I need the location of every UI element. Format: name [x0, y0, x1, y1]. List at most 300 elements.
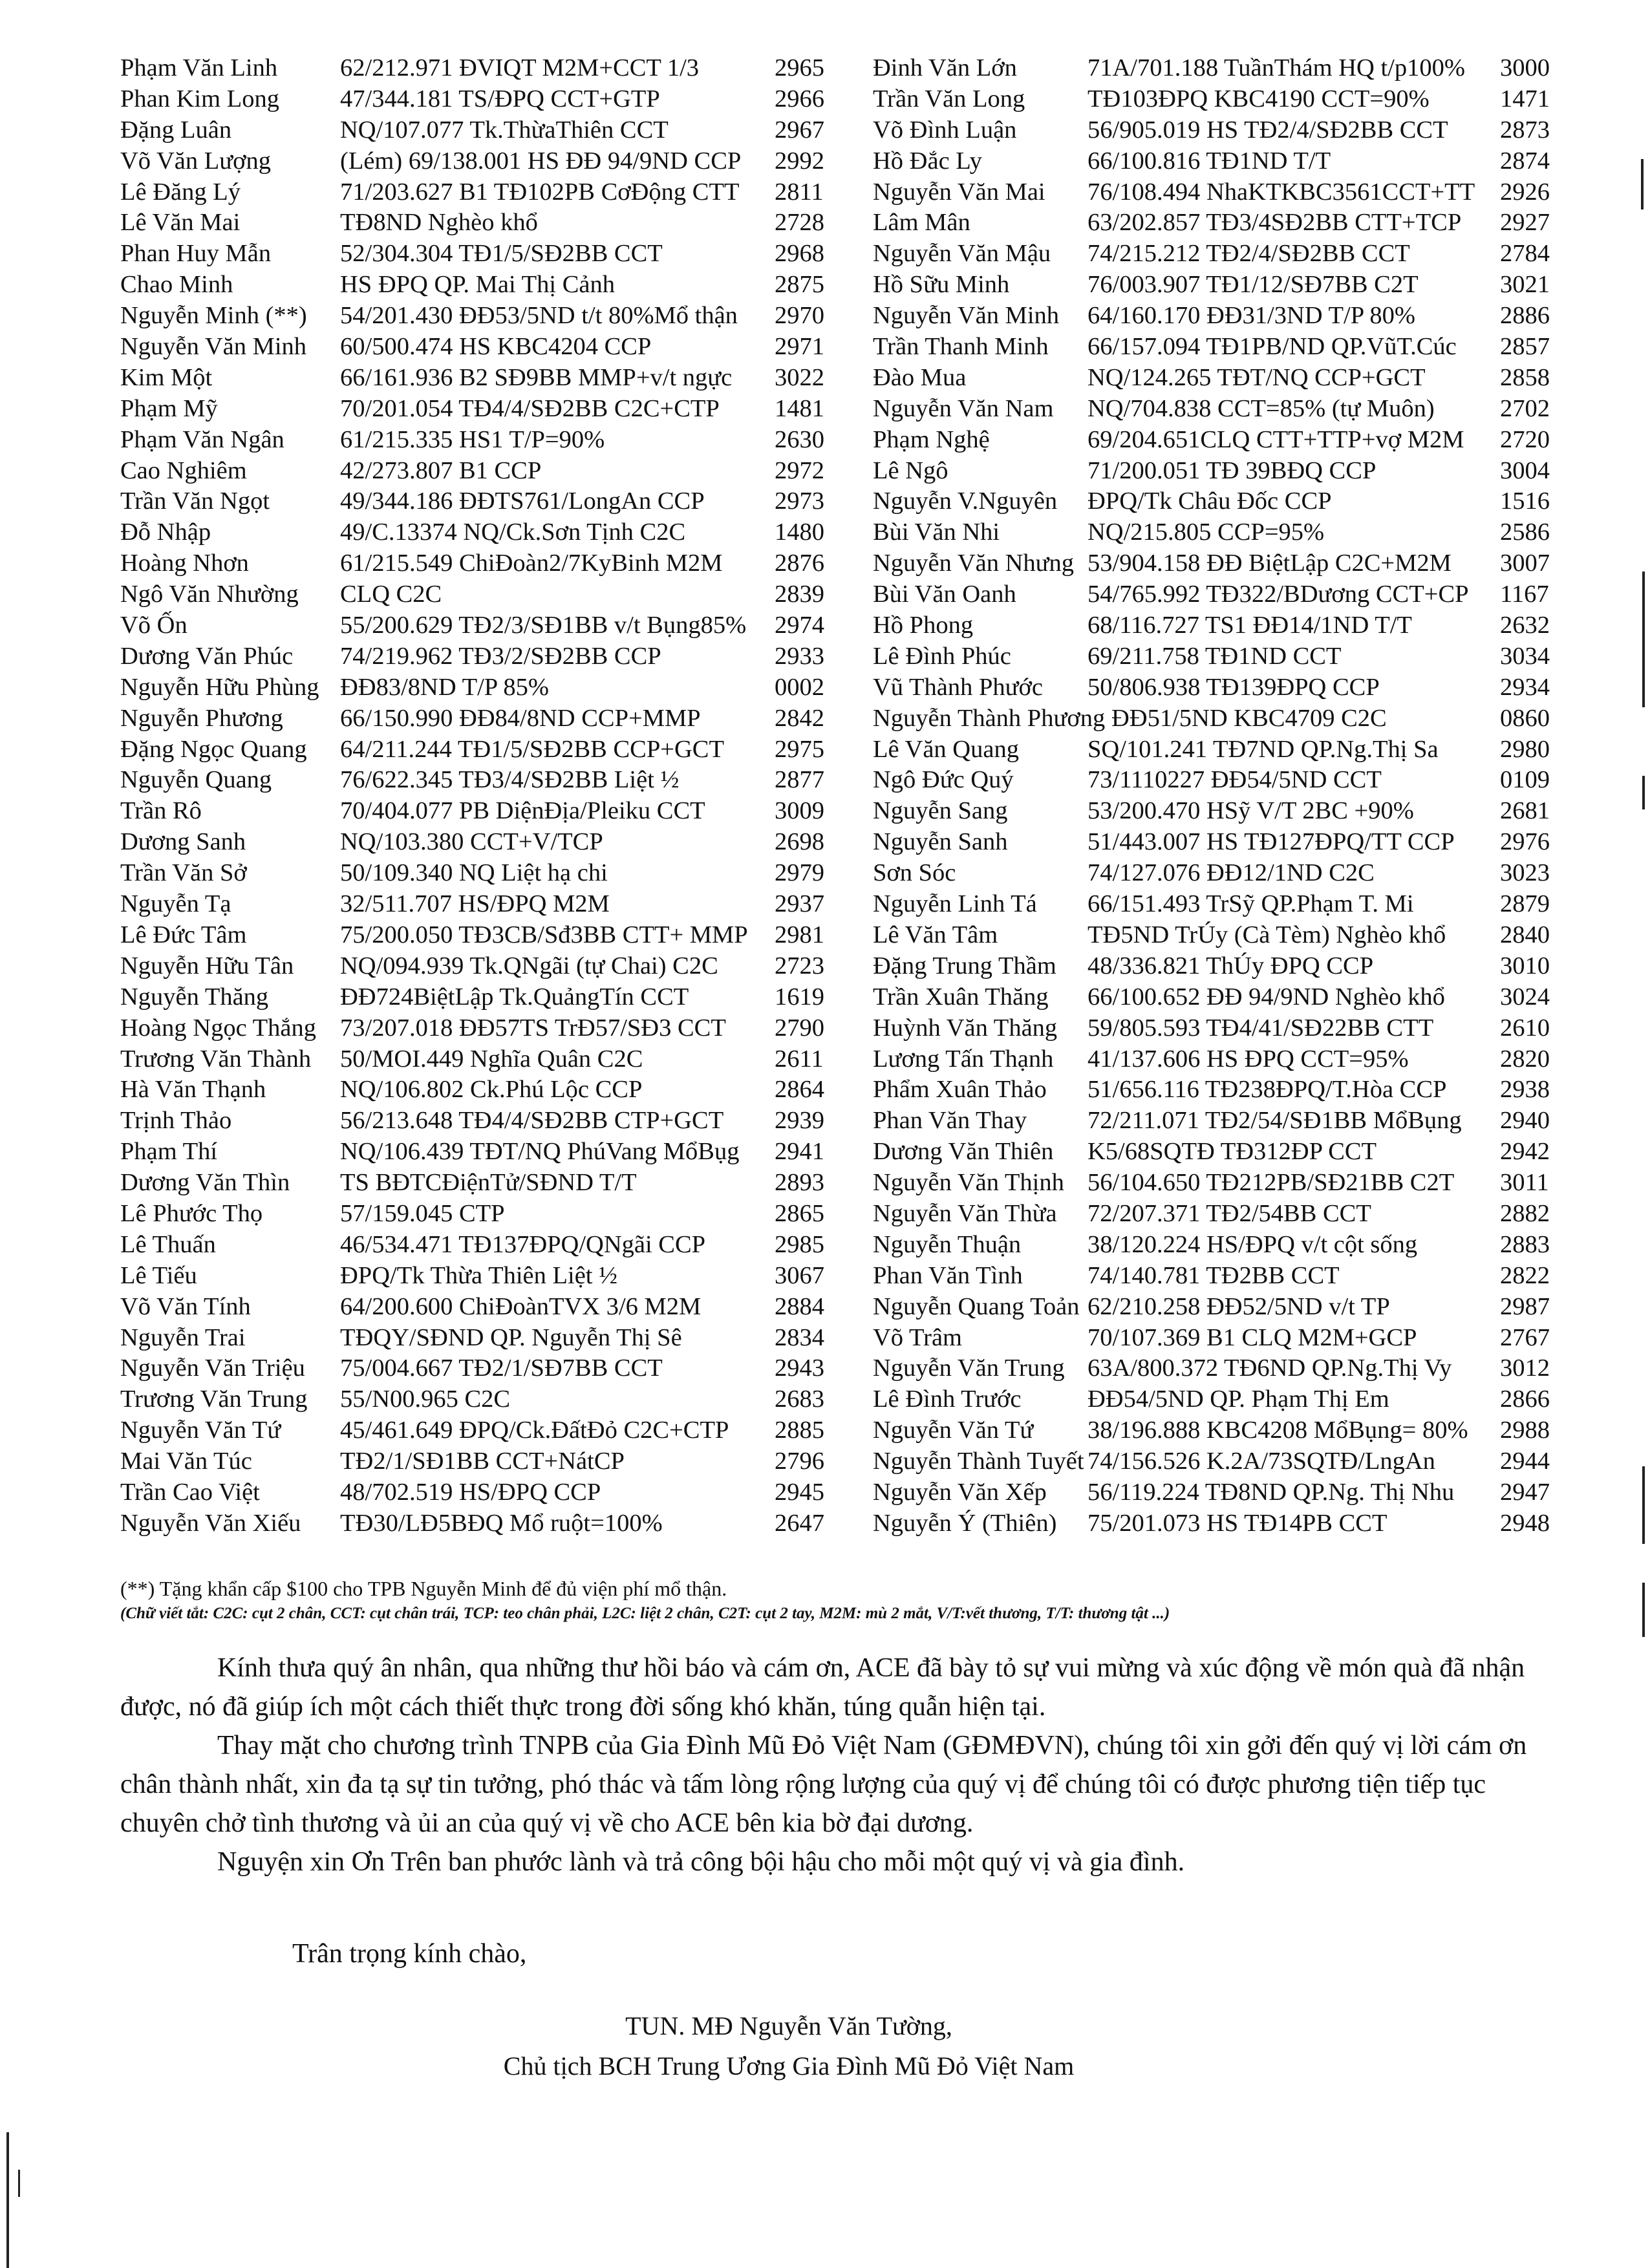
recipient-details: 49/344.186 ĐĐTS761/LongAn CCP	[340, 487, 705, 515]
recipient-details: 52/304.304 TĐ1/5/SĐ2BB CCT	[340, 240, 663, 268]
left-recipient-row	[120, 301, 841, 332]
recipient-code: 2967	[775, 116, 824, 144]
right-recipient-row	[873, 765, 1558, 796]
recipient-details: 75/201.073 HS TĐ14PB CCT	[1088, 1509, 1388, 1537]
recipient-code: 2970	[775, 302, 824, 330]
scan-edge-mark	[1641, 159, 1644, 209]
recipient-name: Nguyễn Thành Tuyết	[873, 1448, 1084, 1475]
recipient-code: 2611	[775, 1045, 824, 1073]
right-recipient-row	[873, 1230, 1558, 1261]
recipient-details: 74/140.781 TĐ2BB CCT	[1088, 1261, 1340, 1289]
recipient-code: 2586	[1500, 519, 1550, 546]
recipient-details: 64/200.600 ChiĐoànTVX 3/6 M2M	[340, 1292, 702, 1320]
recipient-details: TĐ8ND Nghèo khổ	[340, 209, 538, 237]
recipient-code: 2796	[775, 1448, 824, 1475]
recipient-details: 60/500.474 HS KBC4204 CCP	[340, 333, 652, 361]
letter-paragraph: Thay mặt cho chương trình TNPB của Gia Đình Mũ Đỏ Việt Nam (GĐMĐVN), chúng tôi xin gởi đến quý vị lời cám ơn chân thành nhất, xin đa tạ sự tin tưởng, phó thác và tấm lòng rộng lượng của quý vị để chúng tôi có được phương tiện tiếp tục chuyên chở tình thương và ủi an của quý vị về cho ACE bên kia bờ đại dương.	[120, 1731, 1527, 1838]
recipient-code: 2926	[1500, 178, 1550, 206]
recipient-details: 53/200.470 HSỹ V/T 2BC +90%	[1088, 797, 1414, 825]
recipient-name: Hoàng Nhơn	[120, 550, 249, 577]
recipient-name: Nguyễn Văn Nhưng	[873, 550, 1075, 577]
left-recipient-row	[120, 796, 841, 827]
recipient-details: 61/215.335 HS1 T/P=90%	[340, 425, 605, 453]
recipient-code: 2822	[1500, 1261, 1550, 1289]
recipient-name: Trương Văn Thành	[120, 1045, 312, 1073]
recipient-code: 2934	[1500, 673, 1550, 701]
right-recipient-row	[873, 1075, 1558, 1106]
left-recipient-row	[120, 889, 841, 920]
recipient-code: 2992	[775, 147, 824, 175]
recipient-name: Lê Tiếu	[120, 1261, 197, 1289]
recipient-details: 51/443.007 HS TĐ127ĐPQ/TT CCP	[1088, 828, 1455, 856]
recipient-code: 3024	[1500, 983, 1550, 1011]
left-recipient-row	[120, 548, 841, 579]
recipient-details: CLQ C2C	[340, 581, 442, 608]
recipient-name: Lê Văn Mai	[120, 209, 241, 237]
right-recipient-row	[873, 1446, 1558, 1477]
right-recipient-row	[873, 517, 1558, 548]
recipient-details: 57/159.045 CTP	[340, 1199, 505, 1227]
recipient-details: 56/119.224 TĐ8ND QP.Ng. Thị Nhu	[1088, 1478, 1455, 1506]
recipient-name: Trần Văn Sở	[120, 859, 247, 887]
recipient-code: 2943	[775, 1354, 824, 1382]
right-recipient-row	[873, 270, 1558, 301]
recipient-name: Phan Văn Tình	[873, 1261, 1023, 1289]
recipient-name: Nguyễn Trai	[120, 1323, 246, 1351]
recipient-details: 66/161.936 B2 SĐ9BB MMP+v/t ngực	[340, 363, 733, 391]
recipient-details: 66/157.094 TĐ1PB/ND QP.VũT.Cúc	[1088, 333, 1457, 361]
recipient-details: 76/108.494 NhaKTKBC3561CCT+TT	[1088, 178, 1475, 206]
recipient-code: 2944	[1500, 1448, 1550, 1475]
right-recipient-row	[873, 363, 1558, 394]
right-recipient-row	[873, 1292, 1558, 1323]
recipient-details: 62/210.258 ĐĐ52/5ND v/t TP	[1088, 1292, 1390, 1320]
left-recipient-row	[120, 208, 841, 239]
signature-title: Chủ tịch BCH Trung Ương Gia Đình Mũ Đỏ Việt Nam	[503, 2051, 1075, 2081]
recipient-details: NQ/106.802 Ck.Phú Lộc CCP	[340, 1076, 643, 1104]
recipient-name: Nguyễn Văn Thừa	[873, 1199, 1057, 1227]
recipient-name: Nguyễn Tạ	[120, 890, 231, 918]
recipient-name: Hồ Phong	[873, 612, 974, 639]
recipient-code: 2784	[1500, 240, 1550, 268]
left-recipient-row	[120, 517, 841, 548]
recipient-name: Hoàng Ngọc Thắng	[120, 1014, 316, 1042]
recipient-details: K5/68SQTĐ TĐ312ĐP CCT	[1088, 1138, 1377, 1166]
letter-closing: Trân trọng kính chào,	[292, 1939, 527, 1969]
recipient-name: Lê Ngô	[873, 456, 948, 484]
recipient-details: 73/207.018 ĐĐ57TS TrĐ57/SĐ3 CCT	[340, 1014, 726, 1042]
recipient-name: Nguyễn Văn Mậu	[873, 240, 1051, 268]
right-recipient-row	[873, 1199, 1558, 1230]
recipient-name: Dương Sanh	[120, 828, 246, 856]
right-recipient-column	[873, 53, 1558, 1539]
right-recipient-row	[873, 84, 1558, 115]
recipient-details: 51/656.116 TĐ238ĐPQ/T.Hòa CCP	[1088, 1076, 1447, 1104]
right-recipient-row	[873, 579, 1558, 610]
recipient-code: 2968	[775, 240, 824, 268]
recipient-code: 2876	[775, 550, 824, 577]
left-recipient-row	[120, 1199, 841, 1230]
left-recipient-row	[120, 1261, 841, 1292]
recipient-code: 1619	[775, 983, 824, 1011]
scan-edge-mark	[1642, 1466, 1645, 1544]
recipient-code: 2842	[775, 704, 824, 732]
recipient-code: 2865	[775, 1199, 824, 1227]
recipient-details: 74/156.526 K.2A/73SQTĐ/LngAn	[1088, 1448, 1435, 1475]
recipient-name: Trương Văn Trung	[120, 1385, 308, 1413]
recipient-details: TS BĐTCĐiệnTử/SĐND T/T	[340, 1169, 637, 1197]
recipient-details: TĐQY/SĐND QP. Nguyễn Thị Sê	[340, 1323, 682, 1351]
recipient-name: Dương Văn Thiên	[873, 1138, 1054, 1166]
recipient-name: Võ Ốn	[120, 612, 188, 639]
recipient-name: Lê Thuấn	[120, 1230, 216, 1258]
recipient-code: 2681	[1500, 797, 1550, 825]
recipient-code: 2767	[1500, 1323, 1550, 1351]
right-recipient-row	[873, 951, 1558, 982]
left-recipient-row	[120, 1353, 841, 1384]
scan-edge-mark	[1642, 1583, 1645, 1637]
recipient-name: Nguyễn Văn Trung	[873, 1354, 1065, 1382]
recipient-details: NQ/103.380 CCT+V/TCP	[340, 828, 603, 856]
recipient-code: 2884	[775, 1292, 824, 1320]
recipient-name: Nguyễn Văn Thịnh	[873, 1169, 1064, 1197]
recipient-details: 64/160.170 ĐĐ31/3ND T/P 80%	[1088, 302, 1415, 330]
recipient-details: 74/219.962 TĐ3/2/SĐ2BB CCP	[340, 642, 661, 670]
recipient-details: ĐĐ83/8ND T/P 85%	[340, 673, 549, 701]
recipient-details: 69/204.651CLQ CTT+TTP+vợ M2M	[1088, 425, 1464, 453]
recipient-details: 72/211.071 TĐ2/54/SĐ1BB MổBụng	[1088, 1107, 1462, 1135]
recipient-name: Nguyễn Quang	[120, 766, 272, 794]
recipient-name: Ngô Văn Nhường	[120, 581, 299, 608]
right-recipient-row	[873, 394, 1558, 425]
left-recipient-row	[120, 1106, 841, 1137]
recipient-details: NQ/107.077 Tk.ThừaThiên CCT	[340, 116, 669, 144]
recipient-code: 2966	[775, 85, 824, 112]
recipient-code: 2939	[775, 1107, 824, 1135]
left-recipient-row	[120, 951, 841, 982]
recipient-details: 59/805.593 TĐ4/41/SĐ22BB CTT	[1088, 1014, 1434, 1042]
left-recipient-row	[120, 1508, 841, 1539]
left-recipient-row	[120, 641, 841, 672]
right-recipient-row	[873, 1044, 1558, 1075]
recipient-name: Nguyễn Thuận	[873, 1230, 1022, 1258]
recipient-name: Lê Văn Quang	[873, 735, 1019, 763]
left-recipient-row	[120, 1446, 841, 1477]
recipient-name: Đặng Ngọc Quang	[120, 735, 307, 763]
recipient-name: Nguyễn Văn Xiếu	[120, 1509, 301, 1537]
recipient-code: 2858	[1500, 363, 1550, 391]
recipient-code: 1167	[1500, 581, 1549, 608]
left-recipient-row	[120, 1415, 841, 1446]
recipient-code: 2972	[775, 456, 824, 484]
left-recipient-row	[120, 1292, 841, 1323]
recipient-name: Hồ Đắc Ly	[873, 147, 982, 175]
recipient-code: 2698	[775, 828, 824, 856]
recipient-name: Lâm Mân	[873, 209, 970, 237]
recipient-name: Trịnh Thảo	[120, 1107, 232, 1135]
right-recipient-row	[873, 1137, 1558, 1168]
recipient-name: Bùi Văn Oanh	[873, 581, 1016, 608]
recipient-code: 2979	[775, 859, 824, 887]
right-recipient-row	[873, 1477, 1558, 1508]
recipient-code: 2938	[1500, 1076, 1550, 1104]
recipient-details: NQ/106.439 TĐT/NQ PhúVang MổBụg	[340, 1138, 740, 1166]
left-recipient-row	[120, 1230, 841, 1261]
recipient-name: Phạm Văn Ngân	[120, 425, 284, 453]
recipient-details: SQ/101.241 TĐ7ND QP.Ng.Thị Sa	[1088, 735, 1439, 763]
scan-edge-mark	[6, 2132, 9, 2268]
right-recipient-row	[873, 486, 1558, 517]
recipient-details: 53/904.158 ĐĐ BiệtLập C2C+M2M	[1088, 550, 1452, 577]
left-recipient-row	[120, 1013, 841, 1044]
recipient-code: 3011	[1500, 1169, 1549, 1197]
recipient-code: 2647	[775, 1509, 824, 1537]
recipient-details: ĐĐ51/5ND KBC4709 C2C	[1111, 704, 1387, 732]
recipient-details: 48/336.821 ThÚy ĐPQ CCP	[1088, 952, 1374, 979]
recipient-code: 2702	[1500, 394, 1550, 422]
left-recipient-row	[120, 53, 841, 84]
right-recipient-row	[873, 1013, 1558, 1044]
recipient-code: 3007	[1500, 550, 1550, 577]
recipient-code: 2882	[1500, 1199, 1550, 1227]
recipient-code: 2839	[775, 581, 824, 608]
recipient-code: 2942	[1500, 1138, 1550, 1166]
recipient-name: Nguyễn Văn Mai	[873, 178, 1045, 206]
recipient-code: 2975	[775, 735, 824, 763]
recipient-code: 2877	[775, 766, 824, 794]
recipient-code: 2985	[775, 1230, 824, 1258]
recipient-name: Lê Đình Trước	[873, 1385, 1022, 1413]
recipient-details: NQ/704.838 CCT=85% (tự Muôn)	[1088, 394, 1435, 422]
recipient-code: 3034	[1500, 642, 1550, 670]
recipient-details: 62/212.971 ĐVIQT M2M+CCT 1/3	[340, 54, 700, 81]
recipient-code: 1471	[1500, 85, 1550, 112]
left-recipient-row	[120, 920, 841, 951]
recipient-details: 71/203.627 B1 TĐ102PB CơĐộng CTT	[340, 178, 740, 206]
recipient-code: 2927	[1500, 209, 1550, 237]
recipient-code: 3010	[1500, 952, 1550, 979]
recipient-details: 66/100.816 TĐ1ND T/T	[1088, 147, 1331, 175]
recipient-name: Ngô Đức Quý	[873, 766, 1014, 794]
left-recipient-row	[120, 363, 841, 394]
left-recipient-row	[120, 146, 841, 177]
recipient-details: 76/622.345 TĐ3/4/SĐ2BB Liệt ½	[340, 766, 680, 794]
right-recipient-row	[873, 208, 1558, 239]
recipient-name: Dương Văn Phúc	[120, 642, 294, 670]
recipient-name: Phạm Thí	[120, 1138, 218, 1166]
right-recipient-row	[873, 610, 1558, 641]
recipient-name: Lê Đình Phúc	[873, 642, 1011, 670]
recipient-details: 66/150.990 ĐĐ84/8ND CCP+MMP	[340, 704, 701, 732]
recipient-name: Phan Huy Mẫn	[120, 240, 272, 268]
recipient-code: 2886	[1500, 302, 1550, 330]
recipient-code: 2965	[775, 54, 824, 81]
recipient-name: Nguyễn Linh Tá	[873, 890, 1037, 918]
recipient-code: 2974	[775, 612, 824, 639]
recipient-name: Nguyễn Văn Minh	[873, 302, 1060, 330]
recipient-code: 0860	[1500, 704, 1550, 732]
left-recipient-row	[120, 765, 841, 796]
recipient-details: 66/151.493 TrSỹ QP.Phạm T. Mi	[1088, 890, 1414, 918]
left-recipient-row	[120, 1168, 841, 1199]
recipient-name: Nguyễn Thành Phương	[873, 704, 1106, 732]
recipient-details: 76/003.907 TĐ1/12/SĐ7BB C2T	[1088, 271, 1419, 299]
right-recipient-row	[873, 672, 1558, 703]
recipient-code: 2976	[1500, 828, 1550, 856]
right-recipient-row	[873, 858, 1558, 889]
recipient-details: 70/201.054 TĐ4/4/SĐ2BB C2C+CTP	[340, 394, 720, 422]
left-recipient-row	[120, 579, 841, 610]
recipient-name: Đỗ Nhập	[120, 519, 211, 546]
scan-edge-mark	[1642, 572, 1645, 707]
recipient-details: 48/702.519 HS/ĐPQ CCP	[340, 1478, 601, 1506]
recipient-name: Trần Cao Việt	[120, 1478, 260, 1506]
left-recipient-row	[120, 332, 841, 363]
recipient-name: Đào Mua	[873, 363, 967, 391]
left-recipient-row	[120, 610, 841, 641]
right-recipient-row	[873, 456, 1558, 487]
recipient-name: Nguyễn Hữu Phùng	[120, 673, 319, 701]
recipient-details: 49/C.13374 NQ/Ck.Sơn Tịnh C2C	[340, 519, 686, 546]
recipient-details: 38/120.224 HS/ĐPQ v/t cột sống	[1088, 1230, 1418, 1258]
recipient-name: Hồ Sữu Minh	[873, 271, 1010, 299]
recipient-name: Phạm Nghệ	[873, 425, 990, 453]
recipient-details: 55/200.629 TĐ2/3/SĐ1BB v/t Bụng85%	[340, 612, 747, 639]
recipient-code: 2883	[1500, 1230, 1550, 1258]
recipient-name: Nguyễn Văn Tứ	[120, 1417, 281, 1444]
recipient-details: 63/202.857 TĐ3/4SĐ2BB CTT+TCP	[1088, 209, 1462, 237]
recipient-name: Hà Văn Thạnh	[120, 1076, 266, 1104]
right-recipient-row	[873, 641, 1558, 672]
recipient-name: Nguyễn Sang	[873, 797, 1008, 825]
recipient-code: 2933	[775, 642, 824, 670]
recipient-name: Nguyễn Thăng	[120, 983, 269, 1011]
left-recipient-row	[120, 456, 841, 487]
recipient-details: 47/344.181 TS/ĐPQ CCT+GTP	[340, 85, 660, 112]
letter-paragraph: Nguyện xin Ơn Trên ban phước lành và trả công bội hậu cho mỗi một quý vị và gia đình.	[217, 1847, 1185, 1877]
left-recipient-row	[120, 672, 841, 703]
recipient-name: Nguyễn Phương	[120, 704, 283, 732]
right-recipient-row	[873, 146, 1558, 177]
recipient-details: 50/806.938 TĐ139ĐPQ CCP	[1088, 673, 1380, 701]
recipient-details: ĐĐ54/5ND QP. Phạm Thị Em	[1088, 1385, 1389, 1413]
recipient-name: Chao Minh	[120, 271, 233, 299]
recipient-details: 54/201.430 ĐĐ53/5ND t/t 80%Mổ thận	[340, 302, 738, 330]
recipient-name: Trần Văn Ngọt	[120, 487, 270, 515]
recipient-code: 2948	[1500, 1509, 1550, 1537]
recipient-name: Trần Xuân Thăng	[873, 983, 1049, 1011]
right-recipient-row	[873, 1353, 1558, 1384]
abbreviations-legend: (Chữ viết tắt: C2C: cụt 2 chân, CCT: cụt chân trái, TCP: teo chân phải, L2C: liệt 2 chân, C2T: cụt 2 tay, M2M: mù 2 mắt, V/T:vết thương, T/T: thương tật ...)	[120, 1605, 1170, 1622]
recipient-code: 1516	[1500, 487, 1550, 515]
recipient-code: 2840	[1500, 921, 1550, 948]
left-recipient-row	[120, 1384, 841, 1415]
recipient-details: ĐPQ/Tk Châu Đốc CCP	[1088, 487, 1332, 515]
recipient-name: Nguyễn Văn Nam	[873, 394, 1054, 422]
recipient-name: Đinh Văn Lớn	[873, 54, 1017, 81]
recipient-code: 3009	[775, 797, 824, 825]
left-recipient-row	[120, 84, 841, 115]
left-recipient-row	[120, 177, 841, 208]
right-recipient-row	[873, 301, 1558, 332]
recipient-code: 2893	[775, 1169, 824, 1197]
recipient-details: 38/196.888 KBC4208 MổBụng= 80%	[1088, 1417, 1468, 1444]
right-recipient-row	[873, 1508, 1558, 1539]
recipient-name: Võ Văn Tính	[120, 1292, 251, 1320]
recipient-details: 73/1110227 ĐĐ54/5ND CCT	[1088, 766, 1382, 794]
recipient-code: 2720	[1500, 425, 1550, 453]
recipient-code: 3022	[775, 363, 824, 391]
recipient-code: 2790	[775, 1014, 824, 1042]
left-recipient-row	[120, 239, 841, 270]
right-recipient-row	[873, 548, 1558, 579]
recipient-name: Võ Văn Lượng	[120, 147, 271, 175]
thank-you-letter	[120, 1649, 1562, 1881]
recipient-name: Trần Rô	[120, 797, 202, 825]
right-recipient-row	[873, 1106, 1558, 1137]
recipient-name: Nguyễn Sanh	[873, 828, 1008, 856]
recipient-code: 3004	[1500, 456, 1550, 484]
right-recipient-row	[873, 1384, 1558, 1415]
recipient-details: 71/200.051 TĐ 39BĐQ CCP	[1088, 456, 1377, 484]
footnote: (**) Tặng khẩn cấp $100 cho TPB Nguyễn Minh để đủ viện phí mổ thận.	[120, 1577, 727, 1600]
right-recipient-row	[873, 982, 1558, 1013]
right-recipient-row	[873, 827, 1558, 858]
recipient-code: 2864	[775, 1076, 824, 1104]
recipient-code: 2940	[1500, 1107, 1550, 1135]
recipient-name: Vũ Thành Phước	[873, 673, 1043, 701]
right-recipient-row	[873, 920, 1558, 951]
recipient-code: 3067	[775, 1261, 824, 1289]
right-recipient-row	[873, 796, 1558, 827]
left-recipient-row	[120, 486, 841, 517]
recipient-name: Phan Kim Long	[120, 85, 279, 112]
right-recipient-row	[873, 1323, 1558, 1354]
recipient-details: TĐ2/1/SĐ1BB CCT+NátCP	[340, 1448, 625, 1475]
recipient-details: 63A/800.372 TĐ6ND QP.Ng.Thị Vy	[1088, 1354, 1452, 1382]
recipient-details: 45/461.649 ĐPQ/Ck.ĐấtĐỏ C2C+CTP	[340, 1417, 729, 1444]
recipient-name: Đặng Luân	[120, 116, 232, 144]
left-recipient-row	[120, 1075, 841, 1106]
recipient-name: Lương Tấn Thạnh	[873, 1045, 1054, 1073]
recipient-name: Nguyễn Văn Minh	[120, 333, 307, 361]
recipient-code: 2981	[775, 921, 824, 948]
recipient-details: TĐ30/LĐ5BĐQ Mổ ruột=100%	[340, 1509, 663, 1537]
recipient-name: Mai Văn Túc	[120, 1448, 252, 1475]
recipient-details: 41/137.606 HS ĐPQ CCT=95%	[1088, 1045, 1409, 1073]
recipient-code: 2885	[775, 1417, 824, 1444]
right-recipient-row	[873, 1261, 1558, 1292]
recipient-name: Dương Văn Thìn	[120, 1169, 290, 1197]
recipient-details: 68/116.727 TS1 ĐĐ14/1ND T/T	[1088, 612, 1412, 639]
recipient-details: TĐ103ĐPQ KBC4190 CCT=90%	[1088, 85, 1430, 112]
recipient-name: Trần Văn Long	[873, 85, 1025, 112]
recipient-name: Võ Trâm	[873, 1323, 963, 1351]
right-recipient-row	[873, 332, 1558, 363]
recipient-details: ĐĐ724BiệtLập Tk.QuảngTín CCT	[340, 983, 689, 1011]
recipient-code: 2866	[1500, 1385, 1550, 1413]
notes-block	[120, 1575, 1562, 1625]
recipient-name: Võ Đình Luận	[873, 116, 1017, 144]
recipient-details: 75/200.050 TĐ3CB/Sđ3BB CTT+ MMP	[340, 921, 748, 948]
recipient-code: 2728	[775, 209, 824, 237]
recipient-details: 66/100.652 ĐĐ 94/9ND Nghèo khổ	[1088, 983, 1445, 1011]
recipient-details: NQ/215.805 CCP=95%	[1088, 519, 1325, 546]
recipient-details: 54/765.992 TĐ322/BDương CCT+CP	[1088, 581, 1469, 608]
left-recipient-row	[120, 858, 841, 889]
recipient-details: 74/127.076 ĐĐ12/1ND C2C	[1088, 859, 1375, 887]
right-recipient-row	[873, 425, 1558, 456]
